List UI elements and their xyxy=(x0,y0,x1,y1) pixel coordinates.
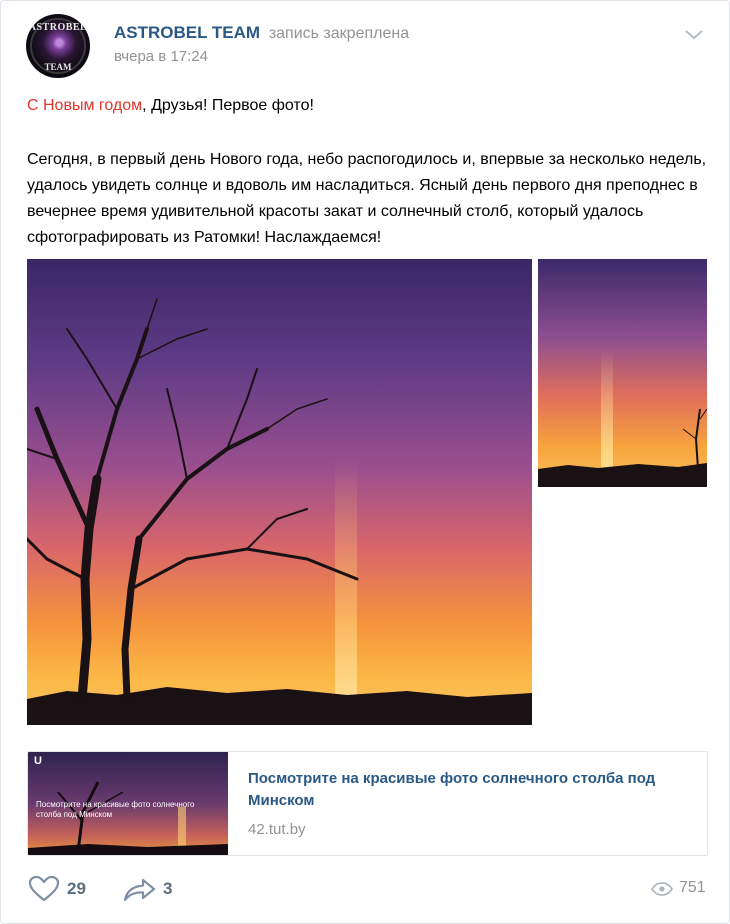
post-greeting xyxy=(27,97,314,115)
post-header xyxy=(114,23,409,43)
post-body-text: Сегодня, в первый день Нового года, небо распогодилось и, впервые за несколько недель, удалось увидеть солнце и вдоволь им насладиться. Ясный день первого дня преподнес в вечернее время удивительной красоты закат и солнечный столб, который удалось сфотографировать из Ратомки! Наслаждаемся! xyxy=(27,151,707,246)
share-count[interactable]: 3 xyxy=(163,879,173,898)
post-date-link[interactable]: вчера в 17:24 xyxy=(114,48,208,65)
link-title[interactable]: Посмотрите на красивые фото солнечного столба под Минском xyxy=(248,770,656,809)
avatar-text-bottom: TEAM xyxy=(44,62,72,72)
link-domain: 42.tut.by xyxy=(248,821,306,838)
sunset-tree-photo xyxy=(27,259,532,725)
author-name-link[interactable]: ASTROBEL TEAM xyxy=(114,23,261,42)
share-arrow-icon[interactable] xyxy=(123,877,157,903)
link-thumbnail-caption: Посмотрите на красивые фото солнечного столба под Минском xyxy=(36,800,195,819)
post-photo-small[interactable] xyxy=(538,259,707,487)
eye-icon xyxy=(651,882,673,896)
view-count: 751 xyxy=(679,879,706,896)
pinned-label: запись закреплена xyxy=(268,25,410,42)
like-count[interactable]: 29 xyxy=(67,879,86,898)
heart-icon[interactable] xyxy=(27,875,61,903)
link-attachment[interactable] xyxy=(27,751,708,856)
greeting-highlight: С Новым годом xyxy=(27,97,143,114)
link-thumbnail[interactable] xyxy=(28,752,228,855)
avatar[interactable] xyxy=(26,14,90,78)
avatar-text-top: ASTROBEL xyxy=(28,22,88,33)
chevron-down-icon[interactable] xyxy=(684,29,704,41)
link-thumbnail-badge: U xyxy=(34,755,42,767)
sun-pillar-photo xyxy=(538,259,707,487)
greeting-rest: , Друзья! Первое фото! xyxy=(142,97,314,114)
post-photo-large[interactable] xyxy=(27,259,532,725)
